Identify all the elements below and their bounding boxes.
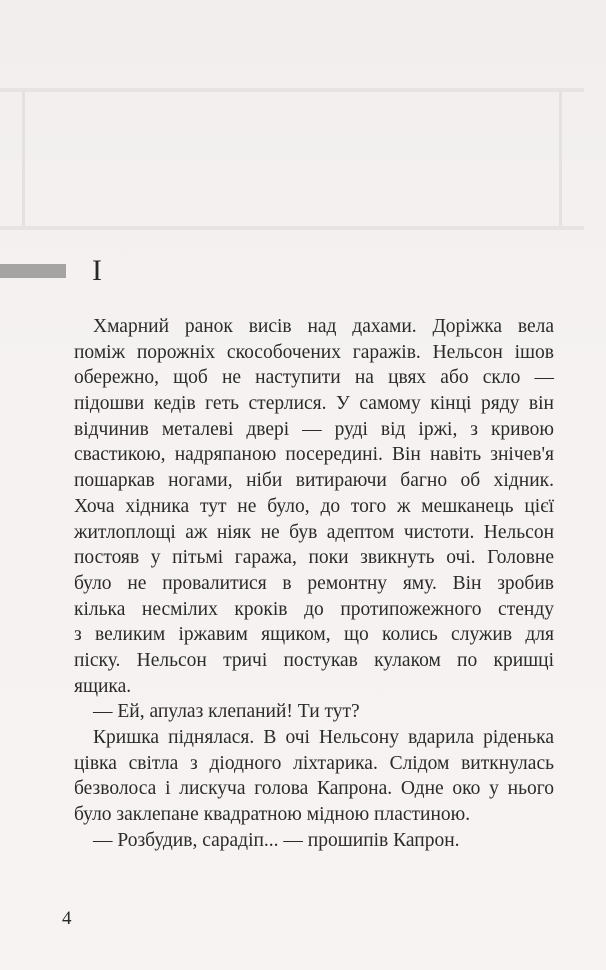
page-number: 4	[62, 908, 72, 929]
text-line: пошаркав ногами, ніби витираючи багно об хідник.	[74, 470, 554, 492]
text-line: постояв у пітьмі гаража, поки звикнуть очі. Головне	[74, 547, 554, 569]
dialogue-line: — Ей, апулаз клепаний! Ти тут?	[93, 701, 360, 723]
text-line: Хоча хідника тут не було, до того ж мешканець цієї	[74, 495, 554, 517]
text-line: цівка світла з діодного ліхтарика. Слідом виткнулась	[74, 752, 554, 774]
show-through-frame	[0, 88, 584, 230]
text-line: кілька несмілих кроків до протипожежного стенду	[74, 598, 554, 620]
text-line: Кришка піднялася. В очі Нельсону вдарила ріденька	[93, 727, 554, 748]
text-line: з великим іржавим ящиком, що колись служив для	[74, 624, 554, 646]
text-line: було заклепане квадратною мідною пластиною.	[74, 804, 471, 826]
text-line: обережно, щоб не наступити на цвях або скло —	[74, 367, 554, 389]
text-line: безволоса і лискуча голова Капрона. Одне око у нього	[74, 778, 554, 800]
body-text	[74, 314, 554, 853]
chapter-marker-bar	[0, 264, 66, 278]
text-line: житлоплощі аж ніяк не був адептом чистоти. Нельсон	[74, 521, 554, 543]
text-line: відчинив металеві двері — руді від іржі, з кривою	[74, 418, 554, 440]
text-line: було не провалитися в ремонтну яму. Він зробив	[74, 572, 554, 594]
chapter-number: I	[92, 254, 102, 287]
text-line: свастикою, надряпаною посередині. Він навіть знічев'я	[74, 444, 554, 466]
text-line: ящика.	[74, 675, 132, 697]
text-line: підошви кедів геть стерлися. У самому кінці ряду він	[74, 393, 554, 415]
text-line: поміж порожніх скособочених гаражів. Нельсон ішов	[74, 341, 554, 363]
dialogue-line: — Розбудив, сарадіп... — прошипів Капрон.	[93, 829, 460, 851]
text-line: піску. Нельсон тричі постукав кулаком по кришці	[74, 649, 554, 671]
text-line: Хмарний ранок висів над дахами. Доріжка вела	[93, 316, 554, 337]
